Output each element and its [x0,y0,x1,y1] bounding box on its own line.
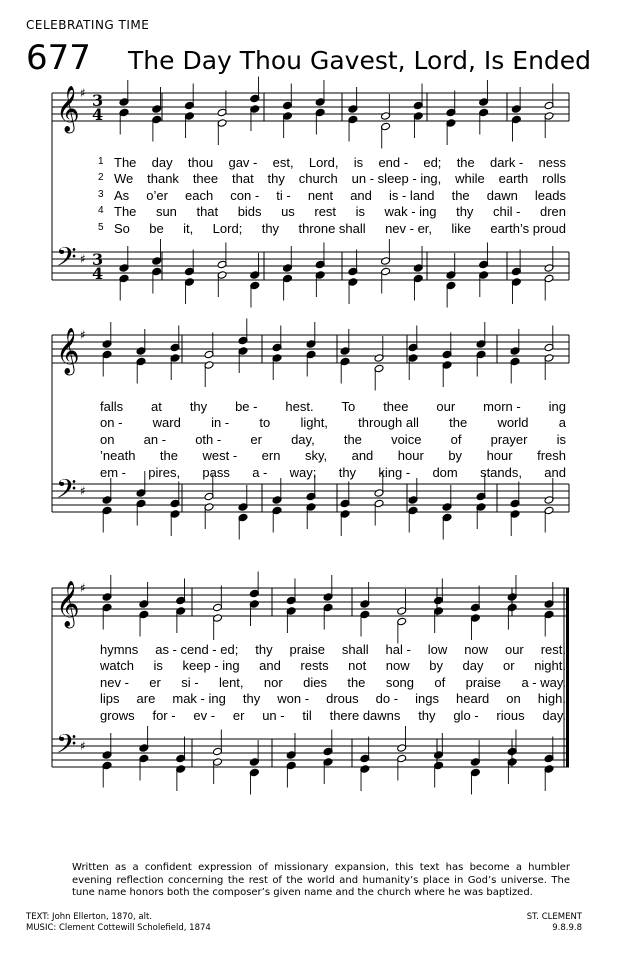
verse-number: 5 [98,221,104,233]
lyric-syllable: and [544,464,566,480]
verse-number: 2 [98,172,104,184]
time-signature-digit: 3 [92,250,104,269]
lyric-syllable: the [456,155,475,170]
lyric-syllable: light, [300,415,328,431]
text-credit: TEXT: John Ellerton, 1870, alt. [26,912,153,922]
lyric-line [52,642,576,658]
lyric-syllable: us [281,204,295,220]
lyric-syllable: thee [192,171,219,187]
time-signature-digit: 3 [92,91,104,110]
lyric-syllable: day [462,658,484,674]
lyric-line [52,171,576,187]
lyric-syllable: throne shall [298,220,366,236]
lyric-syllable: leads [534,187,566,203]
lyric-line [52,658,576,674]
lyric-syllable: thy [242,691,261,707]
lyrics-block-2 [52,399,576,481]
lyric-syllable: is [153,658,163,674]
lyric-syllable: mak - ing [172,691,226,707]
lyric-syllable: hour [486,448,513,464]
lyric-syllable: day. [542,707,566,723]
lyric-syllable: thy [255,642,273,657]
verse-number: 4 [98,205,104,217]
lyric-syllable: lent, [218,674,244,690]
lyric-line [52,465,576,481]
lyric-syllable: now [385,658,410,674]
lyric-syllable: thy [267,171,285,187]
lyric-syllable: To [341,399,356,414]
lyric-syllable: voice [391,431,422,447]
lyric-syllable: er [250,431,262,447]
bass-clef: 𝄢 [56,473,77,511]
lyric-syllable: church [298,171,338,187]
lyric-line [52,204,576,220]
lyric-syllable: that [196,204,219,220]
lyric-syllable: We [114,171,134,187]
lyric-syllable: er [232,707,245,723]
lyric-syllable: is [355,204,365,220]
lyric-syllable: ’neath [100,448,136,464]
lyric-syllable: drous [326,691,359,707]
lyric-syllable: for - [152,707,176,723]
hymn-note: Written as a confident expression of missionary expansion, this text has become a humbler evening reflection concerning the rest of the world and humanity’s place in God’s universe. The tune name honors both the composer’s given name and the church where he was baptized. [72,862,570,898]
lyric-syllable: while [455,171,485,187]
lyric-line [52,691,576,707]
lyric-syllable: bids [237,204,262,220]
lyric-syllable: end - [378,155,409,170]
lyric-syllable: dark - [490,155,524,170]
lyric-syllable: rious [496,707,525,723]
lyric-syllable: the [347,674,366,690]
lyric-syllable: sun [155,204,177,220]
lyric-syllable: prayer [490,431,528,447]
lyric-syllable: way; [289,464,317,480]
lyric-syllable: west - [202,448,238,464]
lyric-syllable: grows [100,707,135,723]
lyric-syllable: rest. [540,642,566,657]
key-sharp: ♯ [80,484,86,498]
lyric-syllable: ness [538,155,566,170]
time-signature-digit: 4 [92,105,104,124]
lyric-syllable: is [556,431,566,447]
lyric-syllable: not [348,658,367,674]
lyric-syllable: thy [338,464,357,480]
lyric-syllable: our [504,642,524,657]
lyric-syllable: be [149,220,164,236]
lyric-line [52,432,576,448]
lyric-line [52,415,576,431]
lyric-syllable: of [450,431,462,447]
lyric-syllable: ward [152,415,181,431]
lyric-syllable: it, [183,220,194,236]
lyric-syllable: our [436,399,456,414]
treble-clef: 𝄞 [56,328,80,374]
lyric-syllable: is [353,155,364,170]
lyric-syllable: wak - ing [384,204,437,220]
lyric-syllable: ing [548,399,566,414]
lyric-syllable: thy [261,220,280,236]
verse-number: 1 [98,156,104,167]
lyric-syllable: earth’s proud [490,220,566,236]
key-sharp: ♯ [80,252,86,266]
key-sharp: ♯ [80,581,86,595]
lyric-syllable: chil - [492,204,521,220]
lyric-syllable: dawn [486,187,518,203]
lyric-syllable: each [185,187,214,203]
bass-clef: 𝄢 [56,241,77,279]
lyric-syllable: So [114,220,130,236]
lyric-syllable: glo - [453,707,479,723]
lyric-syllable: and [350,187,372,203]
hymn-number: 677 [26,38,91,78]
lyrics-block-3 [52,642,576,724]
lyric-syllable: on [506,691,521,707]
lyric-syllable: low [427,642,448,657]
lyric-syllable: rest [314,204,337,220]
lyric-syllable: praise [289,642,325,657]
lyric-syllable: ern [261,448,281,464]
music-system-3 [52,577,576,799]
lyric-syllable: day, [291,431,315,447]
lyric-syllable: or [503,658,515,674]
lyric-line [52,675,576,691]
lyric-syllable: shall [341,642,369,657]
lyric-syllable: un - [262,707,285,723]
treble-clef: 𝄞 [56,86,80,132]
lyric-syllable: on - [100,415,123,431]
key-sharp: ♯ [80,328,86,342]
music-system-1 [52,82,576,304]
lyric-syllable: the [343,431,362,447]
key-sharp: ♯ [80,86,86,100]
lyric-syllable: con - [230,187,260,203]
lyric-syllable: er [149,674,161,690]
lyric-syllable: by [448,448,463,464]
lyric-line [52,448,576,464]
lyric-syllable: dren [539,204,566,220]
lyric-syllable: thy [418,707,436,723]
lyric-syllable: like [451,220,471,236]
lyric-syllable: in - [211,415,230,431]
lyric-syllable: a [558,415,566,431]
music-credit: MUSIC: Clement Cottewill Scholefield, 1874 [26,923,211,933]
hymn-title: The Day Thou Gavest, Lord, Is Ended [128,46,592,75]
music-system-2 [52,324,576,546]
lyric-syllable: nev - [100,674,129,690]
lyric-syllable: through all [358,415,419,431]
lyric-syllable: a - way. [521,674,566,690]
lyric-syllable: The [114,155,137,170]
lyric-syllable: nor [263,674,283,690]
lyric-syllable: and [259,658,281,674]
verse-number: 3 [98,188,104,200]
lyric-syllable: hal - [385,642,411,657]
lyric-syllable: watch [100,658,134,674]
lyric-syllable: day [151,155,173,170]
lyric-syllable: hymns [100,642,139,657]
lyric-syllable: a - [252,464,268,480]
lyric-syllable: thee [383,399,409,414]
lyric-syllable: king - [378,464,411,480]
lyric-syllable: there dawns [329,707,401,723]
lyric-syllable: hour [397,448,424,464]
lyric-syllable: is - land [388,187,435,203]
bass-clef: 𝄢 [56,728,77,766]
lyric-syllable: nev - er, [385,220,433,236]
lyric-syllable: til [302,707,312,723]
lyric-syllable: thank [147,171,179,187]
treble-clef: 𝄞 [56,581,80,627]
lyric-line [52,188,576,204]
lyric-syllable: falls [100,399,124,414]
lyric-syllable: lips [100,691,120,707]
lyric-syllable: rests [300,658,329,674]
lyric-syllable: stands, [480,464,522,480]
lyric-syllable: morn - [483,399,521,414]
lyric-syllable: un - sleep - ing, [351,171,442,187]
lyric-syllable: est, [272,155,294,170]
lyric-syllable: rolls [542,171,566,187]
lyric-syllable: on [100,431,115,447]
lyric-syllable: are [136,691,156,707]
lyric-syllable: si - [181,674,199,690]
section-label: CELEBRATING TIME [26,18,150,32]
lyric-syllable: gav - [228,155,258,170]
lyric-syllable: dies [303,674,327,690]
lyric-syllable: as - cend - ed; [155,642,239,657]
lyric-line [52,399,576,415]
lyric-syllable: the [451,187,470,203]
lyric-syllable: world [497,415,529,431]
lyric-syllable: thy [189,399,208,414]
lyric-syllable: by [429,658,443,674]
lyric-syllable: of [434,674,446,690]
lyric-syllable: em - [100,464,126,480]
lyric-syllable: song [385,674,415,690]
lyric-syllable: keep - ing [182,658,240,674]
lyric-syllable: that [232,171,254,187]
lyric-syllable: ed; [423,155,442,170]
lyrics-block-1 [52,155,576,237]
lyric-syllable: fresh [537,448,566,464]
lyric-syllable: at [151,399,162,414]
lyric-syllable: won - [277,691,310,707]
lyric-syllable: ings [415,691,439,707]
key-sharp: ♯ [80,739,86,753]
lyric-syllable: now [464,642,489,657]
lyric-syllable: oth - [195,431,222,447]
lyric-line [52,155,576,171]
lyric-syllable: pass [202,464,230,480]
lyric-syllable: pires, [148,464,181,480]
lyric-syllable: o’er [146,187,168,203]
lyric-line [52,708,576,724]
lyric-syllable: an - [143,431,167,447]
time-signature-digit: 4 [92,264,104,283]
credits-left [26,912,211,934]
lyric-syllable: Lord; [212,220,243,236]
lyric-syllable: earth [498,171,529,187]
lyric-syllable: night. [534,658,566,674]
credits-right [527,912,582,934]
lyric-syllable: high. [537,691,566,707]
lyric-syllable: do - [375,691,399,707]
lyric-syllable: thou [187,155,214,170]
lyric-syllable: to [259,415,271,431]
lyric-syllable: dom [432,464,458,480]
lyric-syllable: ev - [193,707,216,723]
lyric-syllable: the [449,415,468,431]
lyric-syllable: heard [456,691,490,707]
lyric-syllable: nent [307,187,334,203]
tune-name: ST. CLEMENT [526,912,582,922]
lyric-syllable: hest. [285,399,314,414]
meter: 9.8.9.8 [552,923,582,933]
lyric-syllable: and [351,448,374,464]
lyric-syllable: sky, [304,448,328,464]
lyric-syllable: ti - [276,187,291,203]
lyric-syllable: be - [235,399,258,414]
lyric-syllable: the [159,448,178,464]
lyric-line [52,221,576,237]
lyric-syllable: The [114,204,137,220]
lyric-syllable: praise [465,674,502,690]
lyric-syllable: thy [456,204,474,220]
lyric-syllable: As [114,187,130,203]
lyric-syllable: Lord, [308,155,339,170]
